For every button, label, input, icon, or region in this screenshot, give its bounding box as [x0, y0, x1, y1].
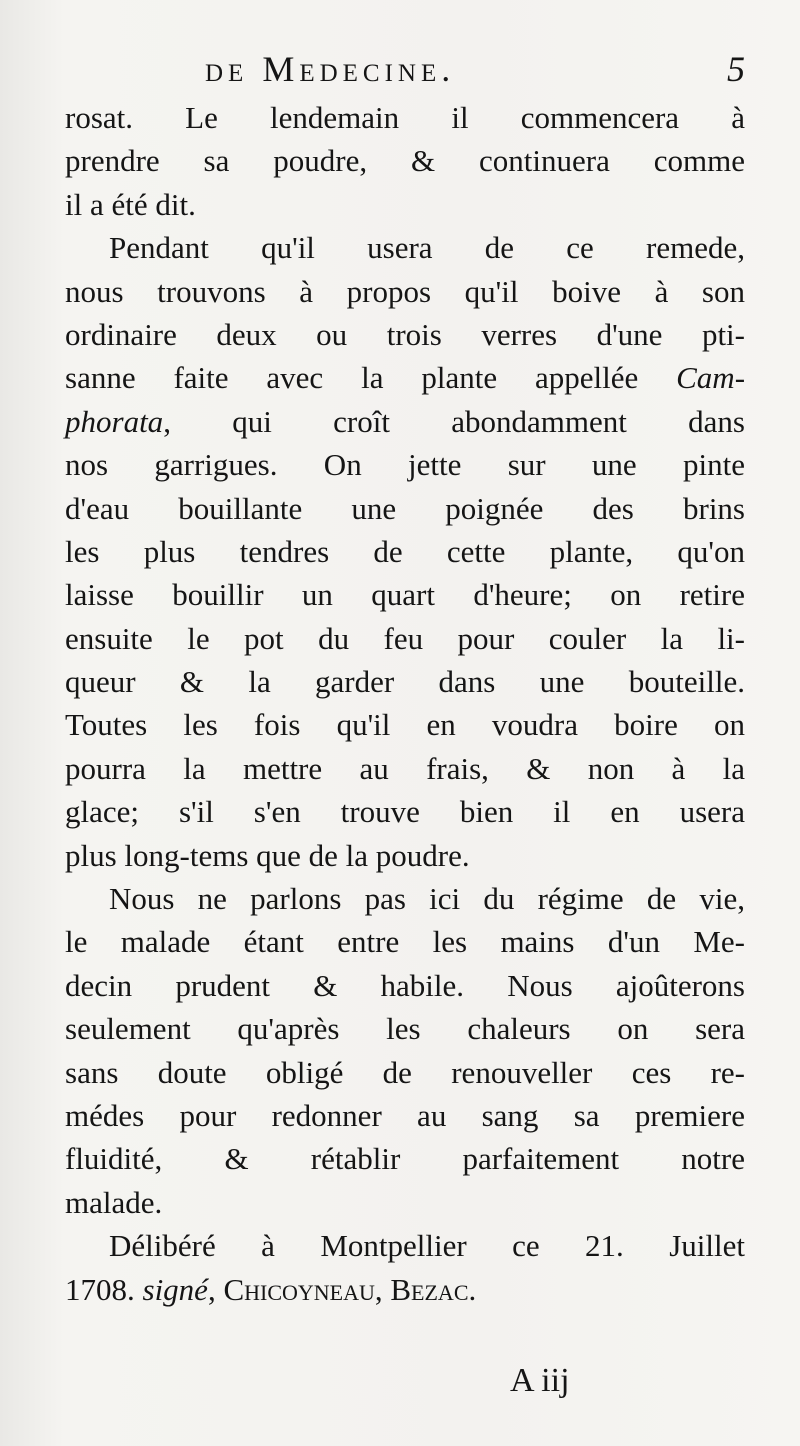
text-line: ordinaire deux ou trois verres d'une pti-: [65, 316, 745, 352]
text-line: queur & la garder dans une bouteille.: [65, 664, 745, 700]
italic-word: phorata: [65, 403, 164, 439]
text-segment: sanne faite avec la plante appellée: [65, 360, 639, 396]
text-line: nous trouvons à propos qu'il boive à son: [65, 273, 745, 309]
text-line: malade.: [65, 1184, 163, 1220]
text-line: prendre sa poudre, & continuera comme: [65, 143, 745, 179]
signed-word: signé: [142, 1271, 208, 1307]
text-line: d'eau bouillante une poignée des brins: [65, 490, 745, 526]
text-line: [65, 356, 745, 399]
text-line: seulement qu'après les chaleurs on sera: [65, 1011, 745, 1047]
text-line: pourra la mettre au frais, & non à la: [65, 750, 745, 786]
signature-mark: A iij: [510, 1362, 570, 1399]
text-line: laisse bouillir un quart d'heure; on retire: [65, 577, 745, 613]
text-line: il a été dit.: [65, 186, 196, 222]
text-line: Délibéré à Montpellier ce 21. Juillet: [109, 1228, 745, 1264]
text-line: le malade étant entre les mains d'un Me-: [65, 924, 745, 960]
text-line: decin prudent & habile. Nous ajoûterons: [65, 967, 745, 1003]
text-line: nos garrigues. On jette sur une pinte: [65, 447, 745, 483]
text-line: ensuite le pot du feu pour couler la li-: [65, 620, 745, 656]
text-line: Toutes les fois qu'il en voudra boire on: [65, 707, 745, 743]
text-line: médes pour redonner au sang sa premiere: [65, 1097, 745, 1133]
text-line: sans doute obligé de renouveller ces re-: [65, 1054, 745, 1090]
text-line: fluidité, & rétablir parfaitement notre: [65, 1141, 745, 1177]
text-line: [65, 400, 745, 443]
running-title: de Medecine.: [205, 49, 456, 89]
text-line: plus long-tems que de la poudre.: [65, 837, 470, 873]
text-line: Nous ne parlons pas ici du régime de vie,: [109, 881, 745, 917]
page-header: [65, 48, 745, 96]
text-line: les plus tendres de cette plante, qu'on: [65, 533, 745, 569]
text-line: Pendant qu'il usera de ce remede,: [109, 230, 745, 266]
body-text: [65, 96, 745, 1311]
text-line: rosat. Le lendemain il commencera à: [65, 100, 745, 135]
page-number: 5: [727, 49, 745, 89]
text-segment: , qui croît abondamment dans: [163, 403, 745, 439]
italic-word: Cam-: [676, 360, 746, 396]
signature-year: 1708.: [65, 1271, 135, 1307]
signatory-names: , Chicoyneau, Bezac.: [207, 1271, 477, 1307]
signature-line: [65, 1268, 745, 1311]
text-line: glace; s'il s'en trouve bien il en usera: [65, 794, 745, 830]
